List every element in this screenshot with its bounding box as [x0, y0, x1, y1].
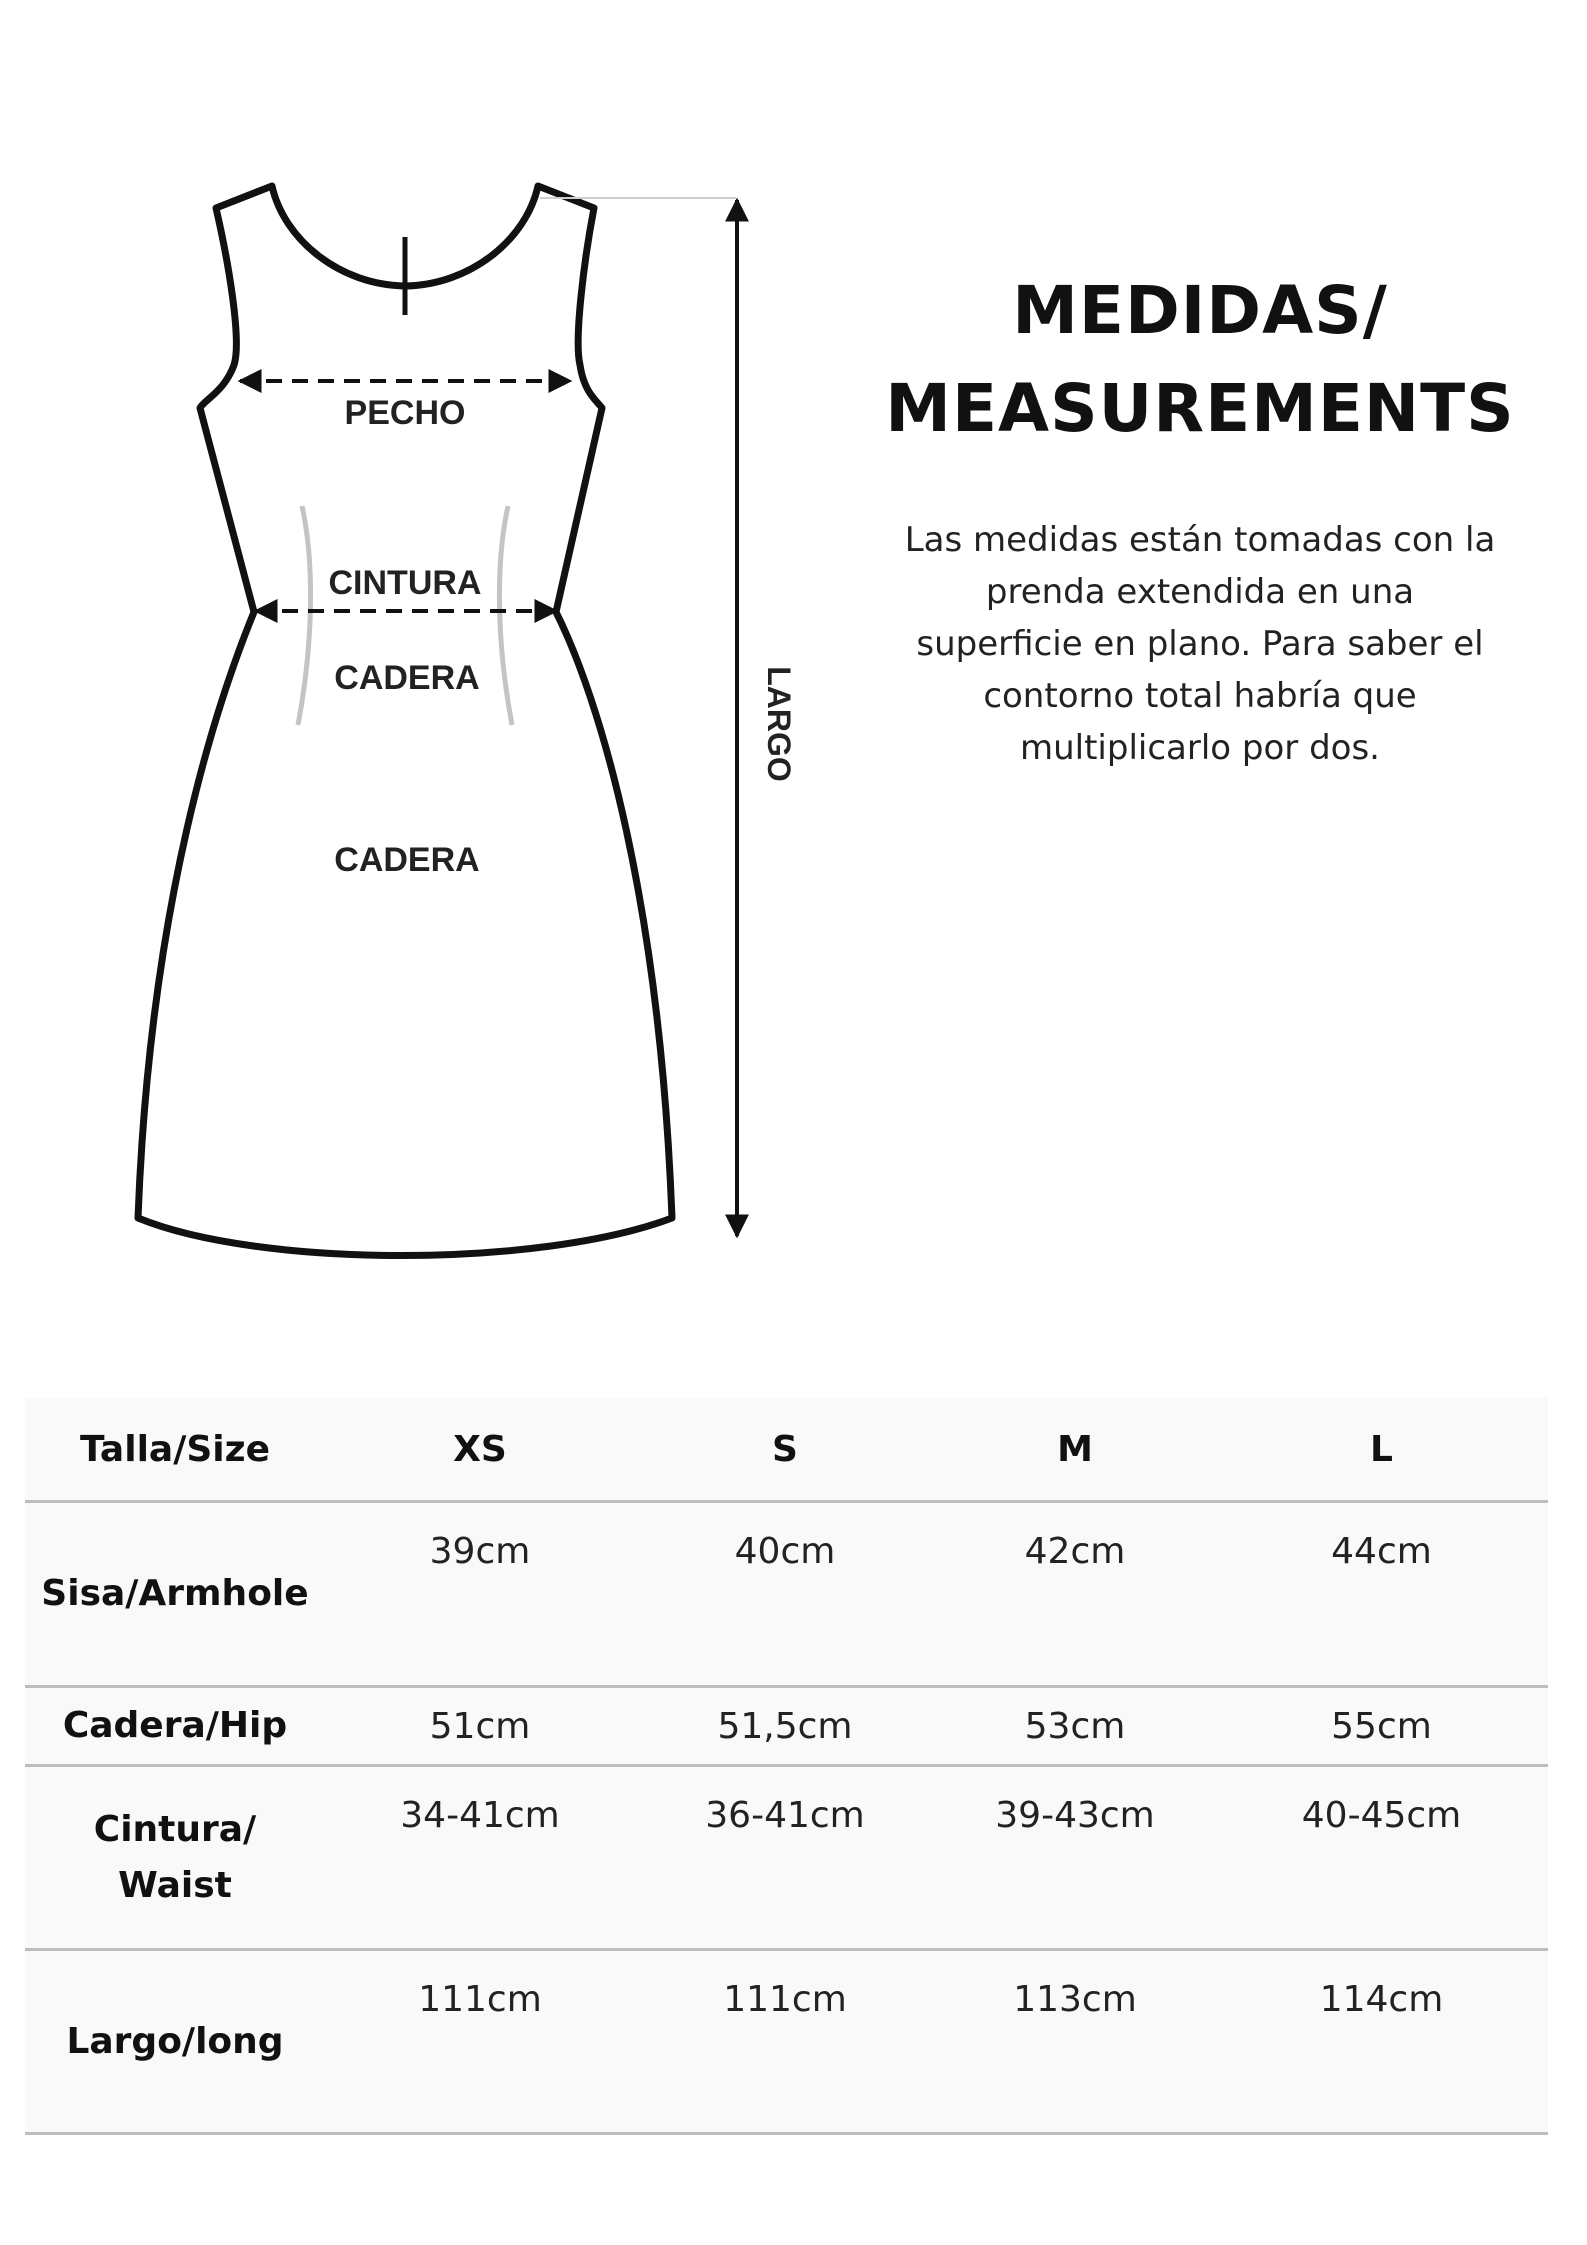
table-cell: 111cm — [635, 1950, 935, 2134]
table-cell: 51cm — [325, 1687, 635, 1766]
title-line-1: MEDIDAS/ — [1012, 272, 1388, 349]
table-cell: 39cm — [325, 1502, 635, 1687]
header-xs: XS — [325, 1398, 635, 1502]
header-l: L — [1215, 1398, 1548, 1502]
size-table — [25, 1398, 1548, 2135]
note-line: multiplicarlo por dos. — [1019, 728, 1380, 768]
row-label — [25, 1950, 325, 2134]
table-cell: 55cm — [1215, 1687, 1548, 1766]
header-s: S — [635, 1398, 935, 1502]
table-row — [25, 1687, 1548, 1766]
header-m: M — [935, 1398, 1215, 1502]
table-cell: 36-41cm — [635, 1766, 935, 1950]
row-label — [25, 1502, 325, 1687]
note-line: contorno total habría que — [983, 676, 1417, 716]
table-cell: 114cm — [1215, 1950, 1548, 2134]
largo-label: LARGO — [761, 666, 797, 782]
pecho-label: PECHO — [344, 394, 466, 432]
table-cell: 39-43cm — [935, 1766, 1215, 1950]
row-label — [25, 1687, 325, 1766]
table-cell: 51,5cm — [635, 1687, 935, 1766]
note-line: prenda extendida en una — [985, 572, 1415, 612]
measurement-note — [880, 514, 1520, 774]
row-label — [25, 1766, 325, 1950]
note-line: Las medidas están tomadas con la — [904, 520, 1496, 560]
header-talla: Talla/Size — [25, 1398, 325, 1502]
table-cell: 53cm — [935, 1687, 1215, 1766]
row-label-line: Largo/long — [66, 2020, 284, 2062]
table-row — [25, 1502, 1548, 1687]
cadera-label-upper: CADERA — [334, 659, 480, 697]
table-cell: 40cm — [635, 1502, 935, 1687]
row-label-line: Waist — [118, 1864, 232, 1906]
page-title — [860, 262, 1540, 458]
table-header-row — [25, 1398, 1548, 1502]
table-cell: 111cm — [325, 1950, 635, 2134]
row-label-line: Cadera/Hip — [62, 1705, 288, 1746]
table-cell: 113cm — [935, 1950, 1215, 2134]
row-label-line: Cintura/ — [93, 1808, 257, 1850]
table-row — [25, 1950, 1548, 2134]
table-row — [25, 1766, 1548, 1950]
dress-outline — [138, 186, 672, 1256]
table-cell: 34-41cm — [325, 1766, 635, 1950]
cintura-label: CINTURA — [328, 564, 482, 602]
cadera-label-lower: CADERA — [334, 841, 480, 879]
table-cell: 42cm — [935, 1502, 1215, 1687]
table-cell: 44cm — [1215, 1502, 1548, 1687]
title-line-2: MEASUREMENTS — [885, 370, 1515, 447]
table-cell: 40-45cm — [1215, 1766, 1548, 1950]
row-label-line: Sisa/Armhole — [41, 1573, 309, 1614]
note-line: superficie en plano. Para saber el — [916, 624, 1484, 664]
